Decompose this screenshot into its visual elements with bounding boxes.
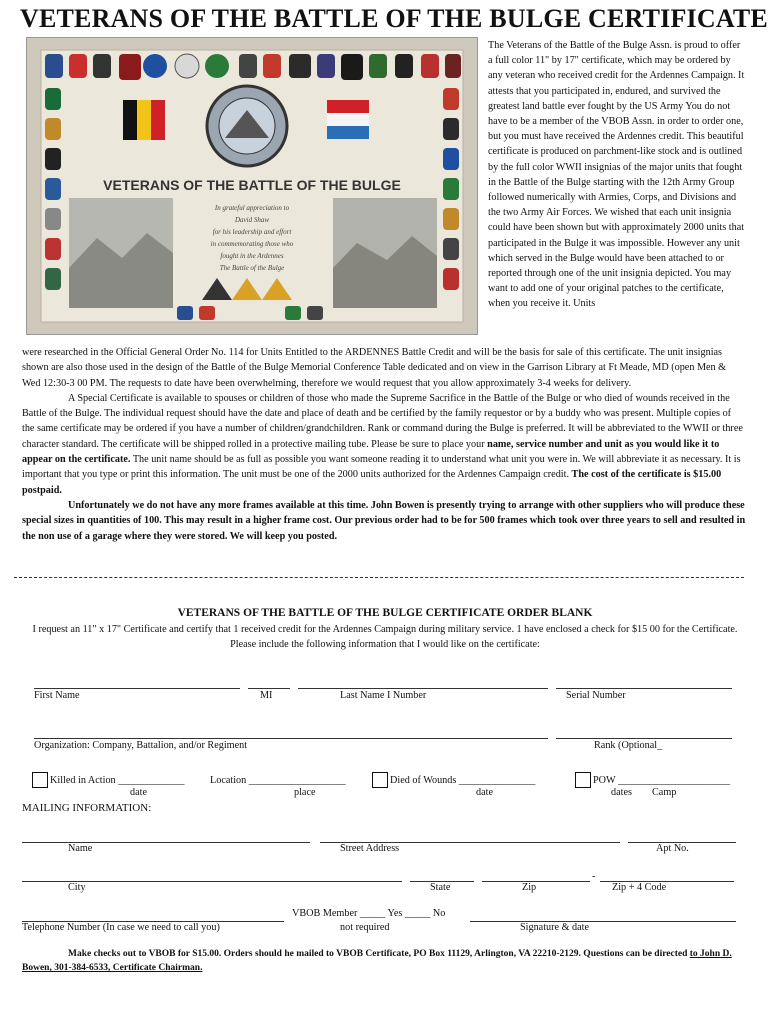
city-label: City <box>68 882 86 893</box>
died-of-wounds-label: Died of Wounds _______________ <box>390 775 536 786</box>
bold-text: name, service number and unit as you would like it to appear on the certificate. <box>22 438 720 466</box>
insignia-top-row <box>45 54 461 80</box>
svg-text:fought in the Ardennes: fought in the Ardennes <box>220 252 284 260</box>
serial-number-field[interactable] <box>556 688 732 689</box>
text-span: A Special Certificate is available to spouses or children of those who made the Supreme Sacrifice in the Battle of the Bulge or who died of wounds received in the Battle of the Bulge. The individual request should have the date and place of death and be certified by the family requestor or by a buddy who was present. Multiple copies of the same certificate may be ordered if you have a number of children/grandchildren. Rank or command during the Bulge is preferred. It will be abbreviated to the WWII or three character standard. The certificate will be shipped rolled in a protective mailing tube. Please be sure to place your <box>22 392 743 450</box>
order-blank-title: VETERANS OF THE BATTLE OF THE BULGE CERTIFICATE ORDER BLANK <box>177 607 593 619</box>
certificate-heading: VETERANS OF THE BATTLE OF THE BULGE <box>103 177 401 193</box>
svg-text:in commemorating those who: in commemorating those who <box>210 240 294 248</box>
place-label: place <box>294 787 316 798</box>
organization-field[interactable] <box>34 738 548 739</box>
name-field[interactable] <box>22 842 310 843</box>
dow-date-label: date <box>476 787 493 798</box>
page-title: VETERANS OF THE BATTLE OF THE BULGE CERTIFICATE <box>20 4 768 33</box>
certificate-illustration <box>27 38 477 334</box>
luxembourg-flag <box>327 100 369 139</box>
vbob-seal <box>207 86 287 166</box>
street-address-label: Street Address <box>340 843 400 854</box>
camp-label: Camp <box>652 787 677 798</box>
zip-plus-four-label: Zip + 4 Code <box>612 882 667 893</box>
mi-field[interactable] <box>248 688 290 689</box>
vbob-member-question: VBOB Member _____ Yes _____ No <box>292 908 446 919</box>
intro-paragraph: The Veterans of the Battle of the Bulge Assn. is proud to offer a full color 11" by 17" certificate, which may be ordered by any veteran who received credit for the Ardennes Campaign. It attests that you participated in, endured, and survived the greatest land battle ever fought by the US Army You do not have to be a member of the VBOB Assn. in order to order one, but you must have received the Ardennes credit. This beautiful certificate is produced on parchment-like stock and is outlined by the full color WWII insignias of the major units that fought in the Battle of the Bulge starting with the 12th Army Group followed numerically with Armies, Corps, and Divisions and the two Army Air Forces. We wished that each unit insignia could have been shown but with approximately 2000 units that participated in the Bulge it was impossible. However any unit which served in the Bulge would have been attached to or reported through one of the unit insignia depicted. You may want to add one of your original patches to the certificate, when you receive it. Units <box>488 40 745 310</box>
cost-text: The cost of the certificate is $15.00 postpaid. <box>22 469 722 496</box>
text-span: The unit name should be as full as possible you want someone reading it to understand what unit you were in. We will abbreviate it as necessary. It is important that you type or print this information. The unit must be one of the 2000 units authorized for the Ardennes Campaign credit. <box>22 454 741 481</box>
rank-label: Rank (Optional_ <box>594 740 663 751</box>
certificate-image <box>26 37 478 335</box>
location-label: Location ___________________ <box>210 775 346 786</box>
state-label: State <box>430 882 451 893</box>
died-of-wounds-checkbox[interactable] <box>372 772 388 788</box>
svg-text:In grateful appreciation to: In grateful appreciation to <box>214 204 290 212</box>
paragraph-frames: Unfortunately we do not have any more frames available at this time. John Bowen is presently trying to arrange with other suppliers who will produce these special sizes in quantities of 100. This may result in a higher frame cost. Our previous order had to be for 500 frames which took over three years to sell and resulted in the non use of a garage where they were stored. We will keep you posted. <box>22 499 746 542</box>
mailing-information-heading: MAILING INFORMATION: <box>22 802 152 814</box>
last-name-label: Last Name I Number <box>340 690 427 701</box>
pow-checkbox[interactable] <box>575 772 591 788</box>
rank-field[interactable] <box>556 738 732 739</box>
contact-link[interactable]: to John D. Bowen, 301-384-6533, Certificate Chairman. <box>22 949 732 973</box>
organization-label: Organization: Company, Battalion, and/or Regiment <box>34 740 248 751</box>
paragraph-units: were researched in the Official General Order No. 114 for Units Entitled to the ARDENNES Battle Credit and will be the basis for sale of this certificate. The unit insignias shown are also those used in the design of the Battle of the Bulge Memorial Conference Table dedicated and on view in the Garrison Library at Ft Meade, MD (open Men & Wed 12:30-3 00 PM. The requests to date have been overwhelming, therefore we would request that you allow approximately 3-4 weeks for delivery. <box>22 347 727 389</box>
kia-date-label: date <box>130 787 147 798</box>
paragraph-special-certificate <box>22 391 746 498</box>
order-blank-text: I request an 11" x 17" Certificate and certify that 1 received credit for the Ardennes Campaign during military service. 1 have enclosed a check for $15 00 for the Certificate. Please include the following information that I would like on the certificate: <box>32 624 738 650</box>
killed-in-action-checkbox[interactable] <box>32 772 48 788</box>
signature-label: Signature & date <box>520 922 590 933</box>
belgian-flag <box>123 100 165 140</box>
zip-label: Zip <box>522 882 537 893</box>
last-name-field[interactable] <box>298 688 548 689</box>
svg-text:for his leadership and effort: for his leadership and effort <box>212 228 292 236</box>
pow-dates-label: dates <box>611 787 632 798</box>
mi-label: MI <box>260 690 273 701</box>
body-text <box>22 345 746 544</box>
vbob-not-required: not required <box>340 922 390 933</box>
serial-number-label: Serial Number <box>566 690 626 701</box>
svg-text:David Shaw: David Shaw <box>234 216 270 224</box>
zip-dash: - <box>592 871 596 882</box>
apt-no-label: Apt No. <box>656 843 689 854</box>
first-name-field[interactable] <box>34 688 240 689</box>
first-name-label: First Name <box>34 690 80 701</box>
svg-text:The Battle of the Bulge: The Battle of the Bulge <box>219 264 285 272</box>
telephone-label: Telephone Number (In case we need to call you) <box>22 922 220 933</box>
footer-instructions <box>22 947 748 975</box>
killed-in-action-label: Killed in Action _____________ <box>50 775 185 786</box>
cut-line <box>14 577 744 578</box>
pow-label: POW ______________________ <box>593 775 731 786</box>
footer-text: Make checks out to VBOB for S15.00. Orders should he mailed to VBOB Certificate, PO Box 11129, Arlington, VA 22210-2129. Questions can be directed <box>68 949 690 959</box>
signature-field[interactable] <box>470 921 736 922</box>
name-label: Name <box>68 843 93 854</box>
